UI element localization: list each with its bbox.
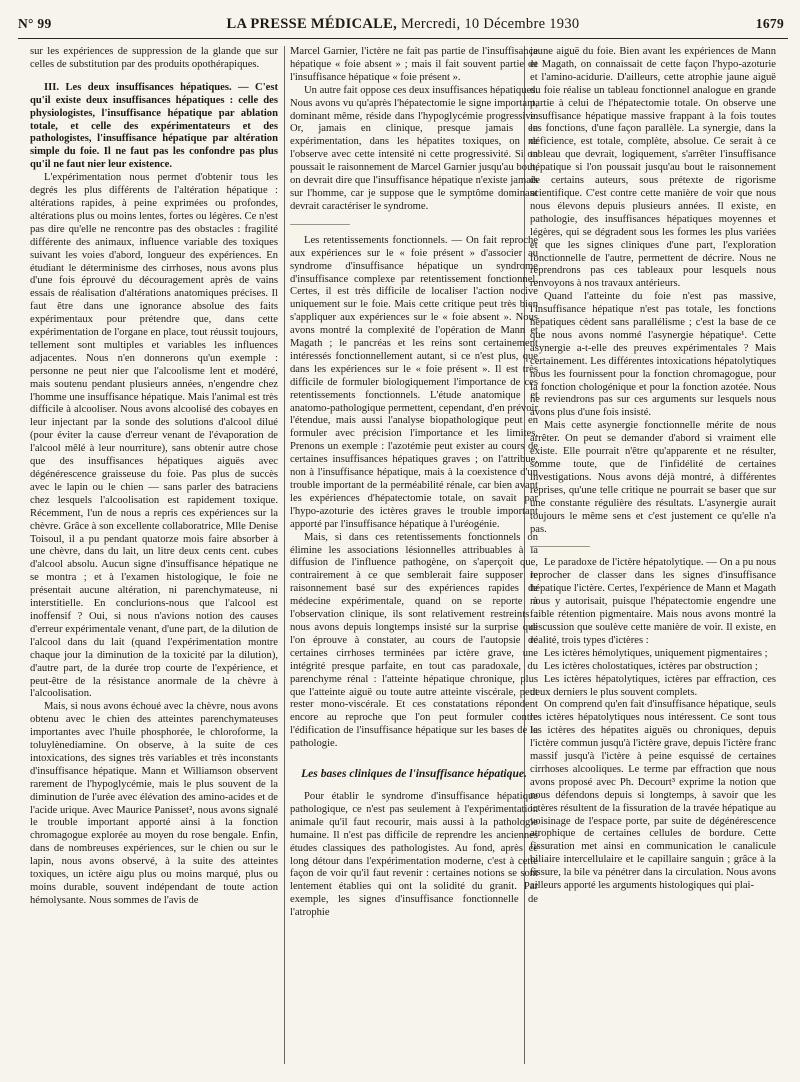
section-separator — [530, 546, 590, 547]
issue-date: Mercredi, 10 Décembre 1930 — [400, 16, 580, 32]
column-rule — [284, 46, 285, 1064]
section-heading-paragraph: III. Les deux insuffisances hépatiques. — C'est qu'il existe deux insuffisances hépatiques : celle des physiologistes, l'insuffisance hépatique par ablation totale, et celle des expérimentateurs et des pathologistes, l'insuffisance hépatique par altération simple du foie. Il ne faut pas les confondre pas plus qu'il ne faut nier leur existence. — [30, 81, 278, 171]
paragraph: Marcel Garnier, l'ictère ne fait pas partie de l'insuffisance hépatique « foie absent » ; mais il fait souvent partie de l'insuffisance hépatique « foie présent ». — [290, 46, 538, 83]
section-title: Les bases cliniques de l'insuffisance hépatique. — [301, 767, 527, 781]
journal-title-line — [18, 16, 788, 33]
text-columns — [18, 46, 788, 1072]
list-item: Les ictères hépatolytiques, ictères par effraction, ces deux derniers le plus souvent complets. — [530, 673, 776, 698]
subsection-paragraph: Le paradoxe de l'ictère hépatolytique. — On a pu nous reprocher de classer dans les signes d'insuffisance hépatique l'ictère. Certes, l'expérience de Mann et Magath nous y autorisait, puisque l'hépatectomie engendre une faible rétention pigmentaire. Mais nous avons montré la discussion que soulève cette manière de voir. Il existe, en réalité, trois types d'ictères : — [530, 557, 776, 646]
paragraph: On comprend qu'en fait d'insuffisance hépatique, seuls les ictères hépatolytiques nous intéressent. Ce sont tous les ictères des hépatites aiguës ou chroniques, depuis l'ictère commun jusqu'à l'ictère grave, depuis l'ictère franc massif jusqu'à l'ictère à peine esquissé de certaines cirrhoses alcooliques. Le terme par effraction que nous avons proposé avec Ph. Decourt³ exprime la notion que nous défendons depuis si longtemps, à savoir que les ictères résultent de la fissuration de la travée hépatique au voisinage de l'espace porte, par suite de dégénérescence atrophique de certaines cellules de bordure. Cette fissuration met ainsi en communication le canalicule biliaire intercellulaire et le capillaire sanguin ; grâce à la fissure, la bile va pénétrer dans la circulation. Nous avons ailleurs apporté les arguments histologiques qui plai- — [530, 699, 776, 892]
paragraph: Un autre fait oppose ces deux insuffisances hépatiques. Nous avons vu qu'après l'hépatectomie le signe important, dominant même, réside dans l'hypoglycémie progressive. Or, jamais en clinique, presque jamais en expérimentation, dans les hépatites toxiques, on ne l'observe avec cette intensité ni cette progressivité. Si on poussait le raisonnement de Marcel Garnier jusqu'au bout, on devrait dire que l'insuffisance hépatique n'existe jamais sur l'homme, car je suppose que le symptôme dominant devrait caractériser le syndrome. — [290, 84, 538, 212]
paragraph: Quand l'atteinte du foie n'est pas massive, l'insuffisance hépatique n'est pas totale, les fonctions hépatiques cèdent sans parallélisme ; c'est la base de ce que nous avons nommé l'asynergie hépatique¹. Cette asynergie a-t-elle des preuves expérimentales ? Mais certainement. Les différentes intoxications hépatolytiques nous les fournissent pour la fonction chromagogue, pour la fonction chologénique et pour la fonction azotée. Nous ne reviendrons pas sur ces arguments sur lesquels nous avons plus d'une fois insisté. — [530, 291, 776, 419]
page-number: 1679 — [755, 16, 784, 31]
paragraph: Mais, si nous avons échoué avec la chèvre, nous avons obtenu avec le chien des atteintes parenchymateuses importantes avec l'huile phosphorée, le chloroforme, la toluylènediamine. On observe, à la suite de ces intoxications, des signes très variables et très inconstants d'insuffisance hépatique. Mann et Williamson observent rarement de l'hypoglycémie, mais le plus souvent de la diminution de l'urée avec élévation des amino-acides et de l'acide urique. Avec Maurice Panisset², nous avons signalé le trouble important apporté ainsi à la fonction chromagogue explorée au moyen du rose bengale. Enfin, dans de nombreuses expériences, sur le chien ou sur le lapin, nous avons observé, à la suite des atteintes toxiques, un ictère aigu plus ou moins marqué, plus ou moins durable, souvent indépendant de toute action hémolysante. Nous sommes de l'avis de — [30, 701, 278, 906]
running-header — [18, 14, 788, 39]
paragraph: jaune aiguë du foie. Bien avant les expériences de Mann et Magath, on connaissait de cette façon l'hypo-azoturie et l'amino-acidurie. D'ailleurs, cette atrophie jaune aiguë du foie réalise un tableau fonctionnel analogue en grande partie à celui de l'hépatectomie totale. On observe une insuffisance hépatique massive frappant à la fois toutes les fonctions, d'une façon parallèle. La synergie, dans la déficience, est totale, complète, absolue. Ce serait à ce tableau que devrait, logiquement, s'arrêter l'insuffisance hépatique si l'on poussait jusqu'au bout le raisonnement de certains auteurs, sous prétexte de rigorisme scientifique. C'est contre cette manière de voir que nous nous élevons depuis plusieurs années. Il existe, en pathologie, des insuffisances hépatiques moyennes et légères, qui se dégradent sous les formes les plus variées et que les signes cliniques d'une part, l'exploration fonctionnelle de l'autre, permettent de décrire. Nous ne reprendrons pas ces tableaux pour lesquels nous renvoyons à nos travaux antérieurs. — [530, 46, 776, 290]
list-item: Les ictères hémolytiques, uniquement pigmentaires ; — [544, 647, 768, 659]
paragraph: L'expérimentation nous permet d'obtenir tous les degrés les plus différents de l'altération hépatique : altérations rapides, à peine exprimées ou profondes, altérations plus ou moins lentes, fortes ou légères. Ce n'est pas dire qu'elle ne rencontre pas des obstacles : fragilité différente des animaux, influence variable des toxiques suivant les voies d'abord, longueur des expériences. En étudiant le déterminisme des cirrhoses, nous avons plus d'une fois éprouvé du découragement après de vains essais de réalisation d'altérations anatomiques précises. Il faut être dans une ignorance absolue des faits expérimentaux pour prétendre que, dans cette expérimentation de l'organe en place, tout réussit toujours, tellement sont multiples et variables les influences adjacentes. Nous n'en donnerons qu'un exemple : personne ne peut nier que l'alcoolisme lent et modéré, mais soutenu pendant plusieurs années, n'engendre chez l'homme une insuffisance hépatique. Mais l'animal est très difficile à alcooliser. Nous avons alcoolisé des cobayes en leur injectant par la sonde des solutions d'alcool dilué (pour éviter la cause d'erreur venant de l'évaporation de l'alcool mêlé à leur nourriture), sans obtenir autre chose que des insuffisances hépatiques aiguës avec dégénérescence graisseuse du foie. Pas plus de succès avec le lapin ou le chien — sans parler des batraciens chez lesquels l'alcoolisation est rapidement toxique. Récemment, l'un de nous a repris ces expériences sur la chèvre. Grâce à son excellente collaboratrice, Mlle Denise Toisoul, il a pu pendant quatorze mois faire absorber à une chèvre, dans du lait, un litre deux cents cent. cubes d'alcool absolu. Aucun signe d'insuffisance hépatique ne se montra ; et à l'examen histologique, le foie ne présentait aucune altération, ni parenchymateuse, ni interstitielle. En conclurions-nous que l'alcool est inoffensif ? Oui, si nous n'avions notion des causes d'erreur expérimentale venant, d'une part, de la dilution de l'alcool dans du lait (quand l'expérimentation montre chaque jour la diminution de la toxicité par la dilution), d'autre part, de la durée trop courte de l'expérience, et peut-être de la résistance anormale de la chèvre à l'alcoolisation. — [30, 172, 278, 700]
column-3 — [530, 46, 776, 1072]
subsection-paragraph: Les retentissements fonctionnels. — On fait reproche aux expériences sur le « foie présent » d'associer au syndrome d'insuffisance hépatique un syndrome d'insuffisance complexe par retentissement fonctionnel. Certes, il est très difficile de localiser l'action nocive uniquement sur le foie. Mais cette critique peut très bien s'appliquer aux expériences sur le « foie absent ». Nous avons montré la complexité de l'opération de Mann et Magath ; le pancréas et les reins sont certainement intéressés fonctionnellement autant, si ce n'est plus, que dans les expériences sur le « foie présent ». Il est très difficile de formuler biologiquement l'importance de ces retentissements fonctionnels. L'étude anatomique et anatomo-pathologique permettent, cependant, d'en prévoir l'étendue, mais aussi l'analyse biopathologique peut en formuler avec précision l'importance et les limites. Prenons un exemple : l'azotémie peut exister au cours de certaines insuffisances hépatiques graves ; on l'attribue, non à l'insuffisance hépatique, mais à la coexistence d'un trouble important de la perméabilité rénale, car bien avant les expériences d'hépatectomie totale, on savait par l'hypo-azoturie des ictères graves le trouble important apporté par l'insuffisance hépatique à l'uréogénie. — [290, 234, 538, 530]
journal-name: LA PRESSE MÉDICALE, — [226, 16, 398, 32]
column-1 — [30, 46, 278, 1072]
column-2 — [290, 46, 538, 1072]
issue-number: N° 99 — [18, 16, 52, 31]
paragraph: Pour établir le syndrome d'insuffisance hépatique pathologique, ce n'est pas seulement à l'expérimentation animale qu'il faut recourir, mais aussi à la pathologie humaine. Il n'est pas difficile de reprendre les anciennes études classiques des pathologistes. Au fond, après ce long détour dans l'expérimentation moderne, c'est à cette façon de voir qu'il faut revenir : certaines notions se sont lentement établies qui ont la solidité du granit. Par exemple, les signes d'insuffisance fonctionnelle de l'atrophie — [290, 791, 538, 919]
list-item: Les ictères cholostatiques, ictères par obstruction ; — [544, 660, 758, 672]
paragraph: sur les expériences de suppression de la glande que sur celles de substitution par des produits opothérapiques. — [30, 46, 278, 70]
paragraph: Mais cette asynergie fonctionnelle mérite de nous arrêter. On peut se demander d'abord si vraiment elle existe. Elle pourrait n'être qu'apparente et ne résulter, somme toute, que de l'infidélité de certaines investigations. Nous avons déjà montré, à différentes reprises, qu'une telle critique ne pourrait se baser que sur une constante régulière des résultats. L'asynergie aurait toujours le même sens et c'est justement ce qu'elle n'a pas. — [530, 420, 776, 535]
paragraph: Mais, si dans ces retentissements fonctionnels on élimine les associations lésionnelles attribuables à la diffusion de l'influence pathogène, on s'aperçoit que, contrairement à ce que semblerait faire supposer le raisonnement basé sur des expériences rapides de médecine expérimentale, quand on se reporte à l'observation clinique, ils sont relativement restreints : nous avons depuis longtemps insisté sur la surprise que l'on éprouve à constater, au cours de l'autopsie de certaines cirrhoses terminées par ictère grave, une intégrité presque parfaite, en tout cas paradoxale, du parenchyme rénal : l'atteinte hépatique chronique, plus que l'atteinte aiguë ou toute autre atteinte viscérale, peut rester mono-viscérale. Et ces constatations répondent encore au reproche que l'on peut formuler contre l'édification de l'insuffisance hépatique sur les bases de la pathologie. — [290, 531, 538, 750]
section-separator — [290, 224, 350, 225]
